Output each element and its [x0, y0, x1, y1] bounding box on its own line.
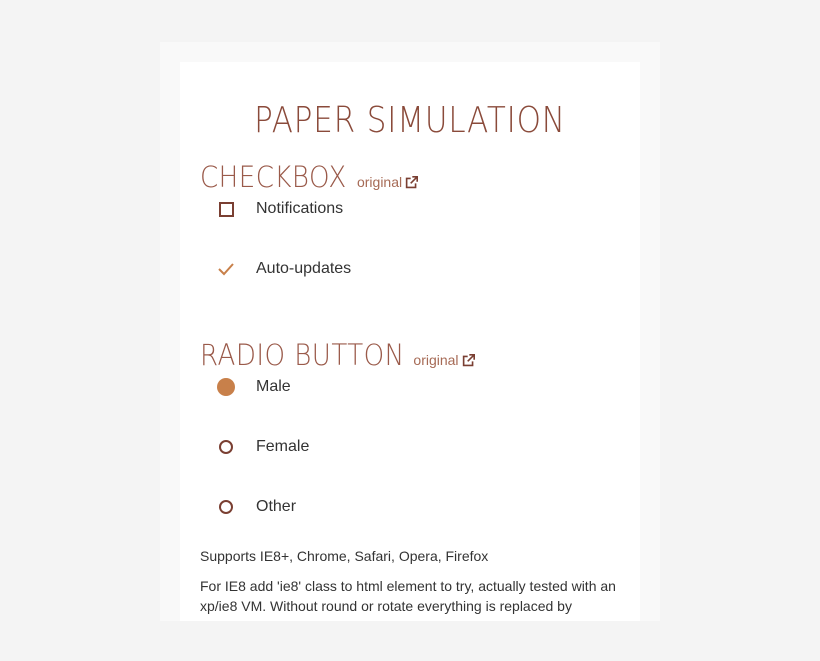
- checkbox-heading: CHECKBOX: [200, 160, 347, 194]
- radio-control[interactable]: [216, 437, 236, 457]
- radio-selected-dot: [217, 378, 235, 396]
- radio-section-heading: [200, 338, 475, 372]
- radio-control[interactable]: [216, 377, 236, 397]
- external-link-icon: [405, 176, 418, 189]
- page-title: PAPER SIMULATION: [254, 100, 566, 141]
- checkbox-label: Auto-updates: [256, 260, 352, 277]
- radio-label: Female: [256, 438, 310, 455]
- radio-heading: RADIO BUTTON: [200, 338, 405, 372]
- external-link-icon: [462, 354, 475, 367]
- checkbox-original-label: original: [356, 174, 403, 190]
- radio-original-label: original: [413, 352, 459, 368]
- checkbox-control[interactable]: [216, 199, 236, 219]
- browser-support-text: Supports IE8+, Chrome, Safari, Opera, Firefox: [200, 548, 489, 564]
- radio-empty-ring: [219, 500, 233, 514]
- radio-empty-ring: [219, 440, 233, 454]
- checkbox-original-link[interactable]: [357, 174, 418, 190]
- radio-male[interactable]: [216, 372, 291, 402]
- radio-other[interactable]: [216, 492, 296, 522]
- checkbox-auto-updates[interactable]: [216, 254, 351, 284]
- checkbox-notifications[interactable]: [216, 194, 343, 224]
- ie8-note-text: For IE8 add 'ie8' class to html element to try, actually tested with an xp/ie8 VM. Without round or rotate everything is replaced by: [200, 578, 616, 614]
- radio-original-link[interactable]: [413, 352, 474, 368]
- checkbox-empty-box: [219, 202, 234, 217]
- radio-label: Male: [256, 378, 291, 395]
- checkbox-control[interactable]: [216, 259, 236, 279]
- checkbox-label: Notifications: [256, 200, 344, 217]
- checkbox-section-heading: [200, 160, 418, 194]
- radio-female[interactable]: [216, 432, 309, 462]
- checkmark-icon: [217, 261, 235, 277]
- radio-control[interactable]: [216, 497, 236, 517]
- radio-label: Other: [256, 498, 297, 515]
- paper-panel: [180, 62, 640, 621]
- outer-card: [160, 42, 660, 621]
